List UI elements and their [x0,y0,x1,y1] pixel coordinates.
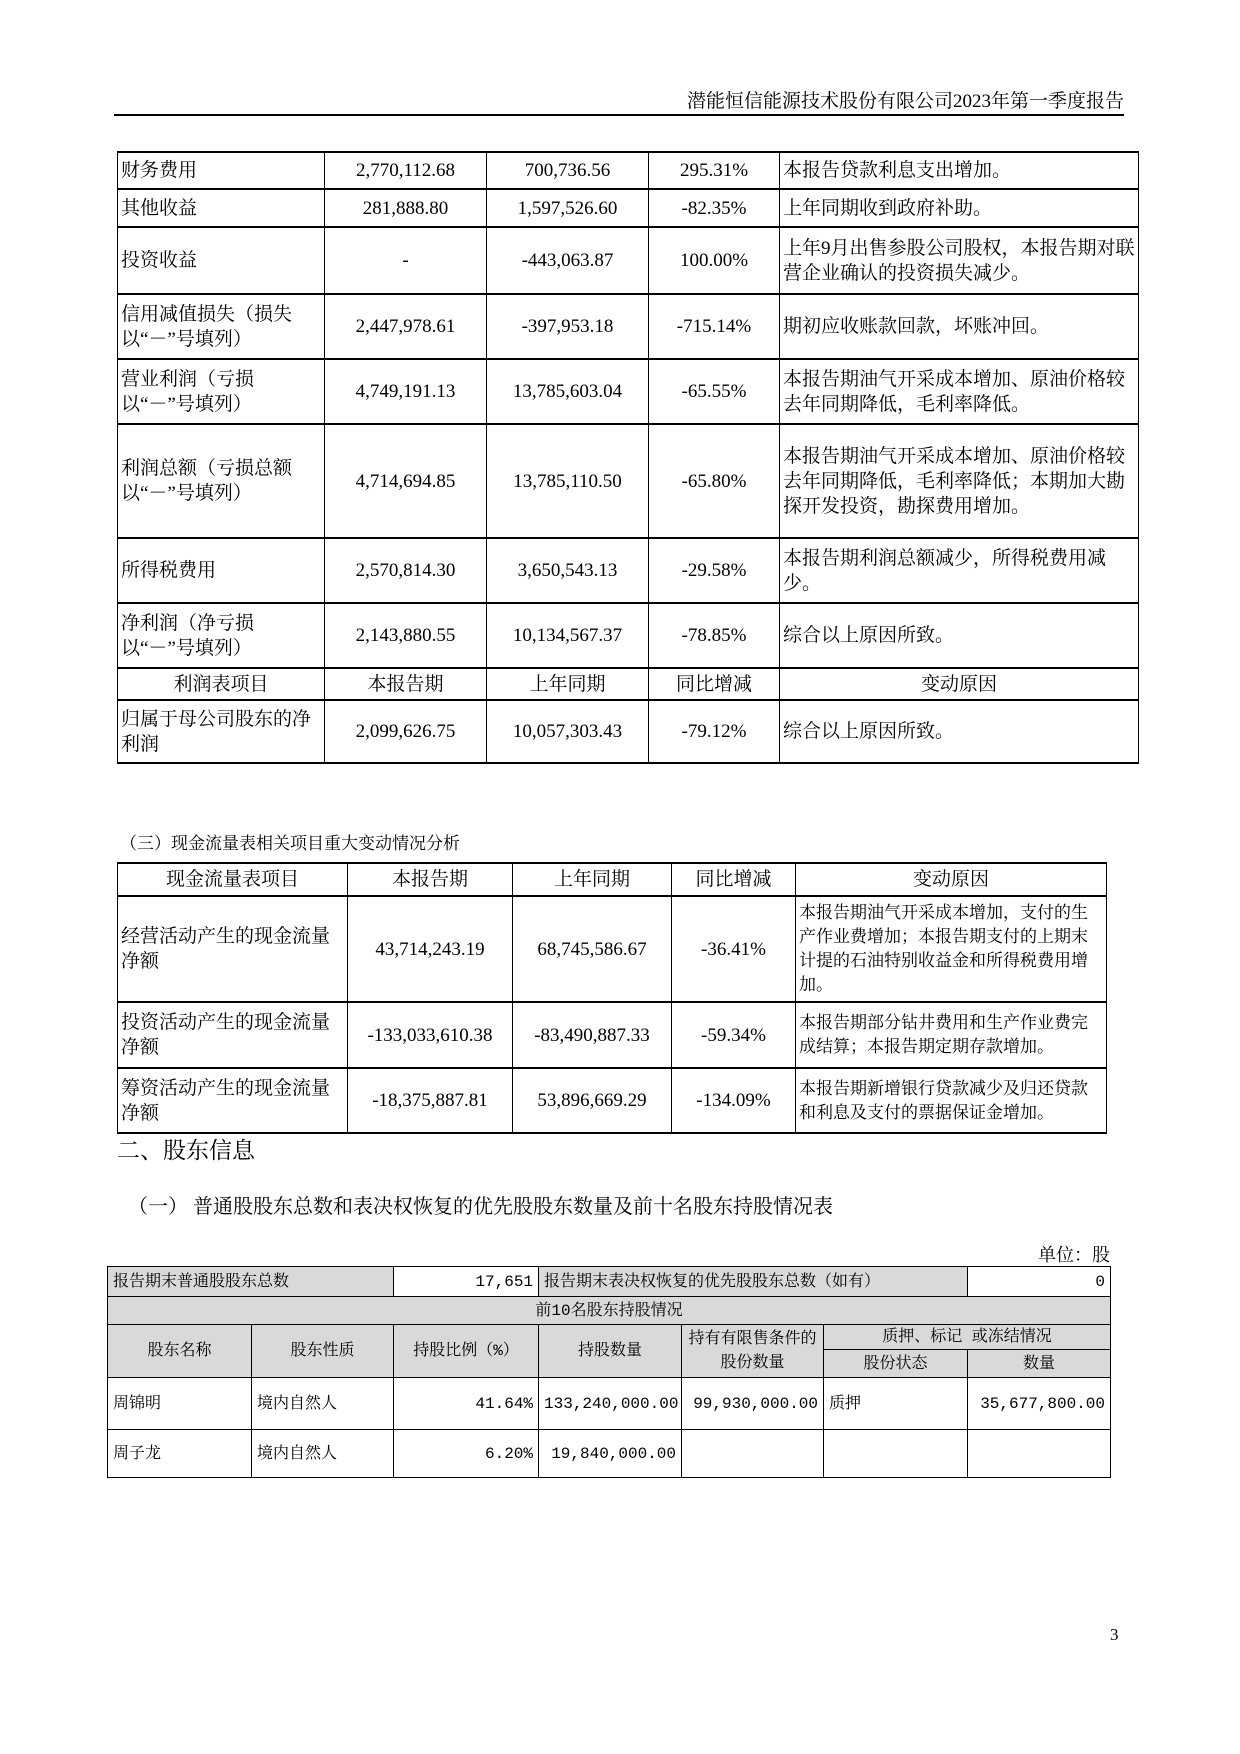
reason-cell: 本报告期油气开采成本增加、原油价格较去年同期降低，毛利率降低；本期加大勘探开发投资，勘探费用增加。 [780,424,1139,538]
item-cell: 投资活动产生的现金流量净额 [118,1002,348,1068]
current-period-cell: -18,375,887.81 [348,1068,513,1133]
prior-period-cell: -397,953.18 [487,294,649,359]
table-row [118,1002,1107,1068]
cashflow-table [117,862,1107,1134]
holding-ratio: 6.20% [394,1430,539,1478]
subsection-heading: （一） 普通股股东总数和表决权恢复的优先股股东数量及前十名股东持股情况表 [128,1196,833,1218]
shareholder-name: 周子龙 [108,1430,252,1478]
header-reason: 变动原因 [796,863,1107,896]
preferred-shareholders-value: 0 [968,1267,1111,1297]
shareholder-nature: 境内自然人 [252,1430,394,1478]
reason-cell: 本报告期油气开采成本增加，支付的生产作业费增加；本报告期支付的上期末计提的石油特别收益金和所得税费用增加。 [796,896,1107,1002]
prior-period-cell: 10,057,303.43 [487,700,649,763]
col-name: 股东名称 [108,1325,252,1378]
prior-period-cell: -443,063.87 [487,227,649,294]
item-cell: 经营活动产生的现金流量净额 [118,896,348,1002]
page-number: 3 [1110,1625,1119,1644]
header-item: 现金流量表项目 [118,863,348,896]
table-row [118,896,1107,1002]
table-row [118,227,1139,294]
total-shareholders-label: 报告期末普通股股东总数 [108,1267,394,1297]
reason-cell: 上年同期收到政府补助。 [780,189,1139,227]
reason-cell: 综合以上原因所致。 [780,700,1139,763]
item-cell: 其他收益 [118,189,325,227]
header-change: 同比增减 [649,668,780,700]
total-shareholders-value: 17,651 [394,1267,539,1297]
header-current: 本报告期 [348,863,513,896]
change-cell: 295.31% [649,152,780,189]
current-period-cell: 2,447,978.61 [325,294,487,359]
prior-period-cell: 53,896,669.29 [513,1068,672,1133]
pledge-qty: 35,677,800.00 [968,1378,1111,1430]
restricted-qty [682,1430,824,1478]
prior-period-cell: 13,785,110.50 [487,424,649,538]
table-row [118,294,1139,359]
col-pledge: 质押、标记 或冻结情况 [824,1325,1111,1350]
col-status: 股份状态 [824,1350,968,1378]
reason-cell: 本报告期利润总额减少，所得税费用减少。 [780,538,1139,603]
holding-ratio: 41.64% [394,1378,539,1430]
current-period-cell: 4,749,191.13 [325,359,487,424]
change-cell: -134.09% [672,1068,796,1133]
change-cell: 100.00% [649,227,780,294]
cashflow-section-title: （三）现金流量表相关项目重大变动情况分析 [120,834,460,853]
shareholder-row [108,1430,1111,1478]
change-cell: -715.14% [649,294,780,359]
income-table [117,151,1139,764]
current-period-cell: - [325,227,487,294]
table-row [118,152,1139,189]
table-row [118,359,1139,424]
reason-cell: 本报告期部分钻井费用和生产作业费完成结算；本报告期定期存款增加。 [796,1002,1107,1068]
preferred-shareholders-label: 报告期末表决权恢复的优先股股东总数（如有） [539,1267,968,1297]
top10-title: 前10名股东持股情况 [108,1297,1111,1325]
current-period-cell: 2,099,626.75 [325,700,487,763]
reason-cell: 综合以上原因所致。 [780,603,1139,668]
table-header-row [118,668,1139,700]
col-restricted: 持有有限售条件的股份数量 [682,1325,824,1378]
reason-cell: 上年9月出售参股公司股权，本报告期对联营企业确认的投资损失减少。 [780,227,1139,294]
table-row [118,603,1139,668]
item-cell: 利润总额（亏损总额以“－”号填列） [118,424,325,538]
current-period-cell: 2,770,112.68 [325,152,487,189]
current-period-cell: 4,714,694.85 [325,424,487,538]
shareholder-name: 周锦明 [108,1378,252,1430]
table-row [118,538,1139,603]
col-nature: 股东性质 [252,1325,394,1378]
holding-qty: 133,240,000.00 [539,1378,682,1430]
header-prior: 上年同期 [487,668,649,700]
reason-cell: 本报告期油气开采成本增加、原油价格较去年同期降低，毛利率降低。 [780,359,1139,424]
change-cell: -78.85% [649,603,780,668]
table-row [118,700,1139,763]
table-header-row [118,863,1107,896]
prior-period-cell: 10,134,567.37 [487,603,649,668]
header-item: 利润表项目 [118,668,325,700]
holding-qty: 19,840,000.00 [539,1430,682,1478]
change-cell: -65.55% [649,359,780,424]
pledge-status: 质押 [824,1378,968,1430]
shareholder-nature: 境内自然人 [252,1378,394,1430]
unit-label: 单位：股 [1038,1245,1110,1265]
running-header: 潜能恒信能源技术股份有限公司2023年第一季度报告 [686,91,1124,112]
item-cell: 净利润（净亏损以“－”号填列） [118,603,325,668]
col-pledge-qty: 数量 [968,1350,1111,1378]
table-row [118,189,1139,227]
current-period-cell: 2,570,814.30 [325,538,487,603]
item-cell: 营业利润（亏损以“－”号填列） [118,359,325,424]
change-cell: -29.58% [649,538,780,603]
header-current: 本报告期 [325,668,487,700]
item-cell: 信用减值损失（损失以“－”号填列） [118,294,325,359]
table-row [118,1068,1107,1133]
prior-period-cell: 1,597,526.60 [487,189,649,227]
col-qty: 持股数量 [539,1325,682,1378]
item-cell: 筹资活动产生的现金流量净额 [118,1068,348,1133]
section-heading: 二、股东信息 [117,1138,255,1163]
restricted-qty: 99,930,000.00 [682,1378,824,1430]
header-rule [114,114,1124,116]
pledge-qty [968,1430,1111,1478]
reason-cell: 期初应收账款回款，坏账冲回。 [780,294,1139,359]
change-cell: -79.12% [649,700,780,763]
header-change: 同比增减 [672,863,796,896]
prior-period-cell: 68,745,586.67 [513,896,672,1002]
current-period-cell: -133,033,610.38 [348,1002,513,1068]
item-cell: 归属于母公司股东的净利润 [118,700,325,763]
current-period-cell: 281,888.80 [325,189,487,227]
change-cell: -59.34% [672,1002,796,1068]
prior-period-cell: 3,650,543.13 [487,538,649,603]
item-cell: 财务费用 [118,152,325,189]
change-cell: -65.80% [649,424,780,538]
reason-cell: 本报告期新增银行贷款减少及归还贷款和利息及支付的票据保证金增加。 [796,1068,1107,1133]
shareholder-table [107,1266,1111,1478]
prior-period-cell: 700,736.56 [487,152,649,189]
header-reason: 变动原因 [780,668,1139,700]
item-cell: 投资收益 [118,227,325,294]
change-cell: -36.41% [672,896,796,1002]
pledge-status [824,1430,968,1478]
prior-period-cell: -83,490,887.33 [513,1002,672,1068]
change-cell: -82.35% [649,189,780,227]
current-period-cell: 43,714,243.19 [348,896,513,1002]
prior-period-cell: 13,785,603.04 [487,359,649,424]
shareholder-row [108,1378,1111,1430]
item-cell: 所得税费用 [118,538,325,603]
current-period-cell: 2,143,880.55 [325,603,487,668]
table-row [118,424,1139,538]
header-prior: 上年同期 [513,863,672,896]
col-ratio: 持股比例（%） [394,1325,539,1378]
reason-cell: 本报告贷款利息支出增加。 [780,152,1139,189]
